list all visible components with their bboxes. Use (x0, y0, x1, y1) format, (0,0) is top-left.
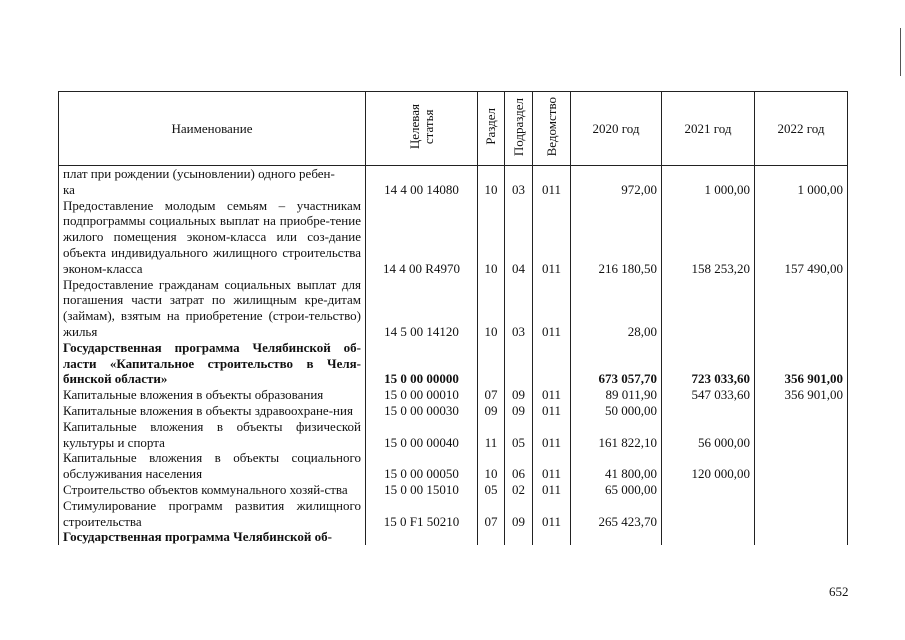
cell-target: 15 0 00 15010 (366, 482, 478, 498)
cell-2021 (662, 403, 755, 419)
cell-target: 14 5 00 14120 (366, 277, 478, 340)
cell-section: 10 (478, 277, 505, 340)
cell-target: 15 0 00 00040 (366, 419, 478, 451)
cell-section (478, 529, 505, 545)
cell-2021: 723 033,60 (662, 340, 755, 387)
cell-section: 07 (478, 387, 505, 403)
cell-target: 15 0 00 00050 (366, 450, 478, 482)
cell-2020: 50 000,00 (571, 403, 662, 419)
cell-2021: 158 253,20 (662, 198, 755, 277)
table-row (59, 277, 848, 340)
cell-target: 15 0 F1 50210 (366, 498, 478, 530)
cell-subsection (505, 340, 533, 387)
cell-2022: 157 490,00 (755, 198, 848, 277)
cell-2022 (755, 482, 848, 498)
cell-department: 011 (533, 419, 571, 451)
cell-subsection: 09 (505, 387, 533, 403)
header-2022: 2022 год (755, 92, 848, 166)
cell-department: 011 (533, 166, 571, 198)
cell-2021: 120 000,00 (662, 450, 755, 482)
cell-name: Капитальные вложения в объекты социального обслуживания населения (59, 450, 366, 482)
cell-2021: 56 000,00 (662, 419, 755, 451)
header-2020: 2020 год (571, 92, 662, 166)
cell-subsection: 09 (505, 403, 533, 419)
table-row (59, 340, 848, 387)
cell-2021 (662, 482, 755, 498)
cell-section: 10 (478, 450, 505, 482)
cell-2020: 216 180,50 (571, 198, 662, 277)
cell-2020: 972,00 (571, 166, 662, 198)
table-row (59, 403, 848, 419)
header-target: Целевая статья (366, 92, 478, 166)
cell-subsection: 05 (505, 419, 533, 451)
cell-section: 11 (478, 419, 505, 451)
cell-subsection: 02 (505, 482, 533, 498)
cell-name: Капитальные вложения в объекты здравоохране-ния (59, 403, 366, 419)
header-section: Раздел (478, 92, 505, 166)
cell-department: 011 (533, 498, 571, 530)
cell-department: 011 (533, 277, 571, 340)
cell-2022: 356 901,00 (755, 340, 848, 387)
cell-2022 (755, 277, 848, 340)
cell-2021 (662, 529, 755, 545)
cell-department: 011 (533, 403, 571, 419)
cell-2021 (662, 498, 755, 530)
cell-2021: 1 000,00 (662, 166, 755, 198)
cell-subsection: 06 (505, 450, 533, 482)
table-row (59, 198, 848, 277)
table-row (59, 387, 848, 403)
table-row (59, 419, 848, 451)
cell-subsection: 04 (505, 198, 533, 277)
cell-name: Государственная программа Челябинской об- (59, 529, 366, 545)
cell-2022 (755, 529, 848, 545)
cell-2020: 65 000,00 (571, 482, 662, 498)
cell-2022 (755, 450, 848, 482)
cell-2020: 161 822,10 (571, 419, 662, 451)
cell-section: 07 (478, 498, 505, 530)
cell-2020: 673 057,70 (571, 340, 662, 387)
table-body (59, 166, 848, 546)
cell-2022: 356 901,00 (755, 387, 848, 403)
page-edge-line (900, 28, 901, 76)
cell-subsection: 03 (505, 166, 533, 198)
cell-2020: 89 011,90 (571, 387, 662, 403)
cell-department (533, 340, 571, 387)
table-row (59, 498, 848, 530)
budget-table (58, 91, 848, 545)
cell-department: 011 (533, 387, 571, 403)
cell-target (366, 529, 478, 545)
cell-target: 14 4 00 14080 (366, 166, 478, 198)
cell-subsection: 09 (505, 498, 533, 530)
cell-2021: 547 033,60 (662, 387, 755, 403)
cell-target: 15 0 00 00030 (366, 403, 478, 419)
cell-subsection (505, 529, 533, 545)
cell-name: плат при рождении (усыновлении) одного ребен- ка (59, 166, 366, 198)
cell-2020: 28,00 (571, 277, 662, 340)
table-row (59, 482, 848, 498)
header-2021: 2021 год (662, 92, 755, 166)
cell-name: Предоставление молодым семьям – участникам подпрограммы социальных выплат на приобре-тение жилого помещения эконом-класса или соз-дание объекта индивидуального жилищного строительства эконом-класса (59, 198, 366, 277)
cell-department: 011 (533, 482, 571, 498)
cell-target: 14 4 00 R4970 (366, 198, 478, 277)
cell-name: Предоставление гражданам социальных выплат для погашения части затрат по жилищным кре-дитам (займам), взятым на приобретение (строи-тельство) жилья (59, 277, 366, 340)
cell-2020: 265 423,70 (571, 498, 662, 530)
header-department: Ведомство (533, 92, 571, 166)
cell-2021 (662, 277, 755, 340)
cell-section: 10 (478, 166, 505, 198)
cell-2022: 1 000,00 (755, 166, 848, 198)
cell-name: Капитальные вложения в объекты образования (59, 387, 366, 403)
cell-2022 (755, 498, 848, 530)
header-subsection: Подраздел (505, 92, 533, 166)
cell-section: 05 (478, 482, 505, 498)
cell-target: 15 0 00 00010 (366, 387, 478, 403)
cell-department: 011 (533, 450, 571, 482)
cell-2020 (571, 529, 662, 545)
header-name: Наименование (59, 92, 366, 166)
table-row (59, 529, 848, 545)
cell-2022 (755, 419, 848, 451)
table-header-row (59, 92, 848, 166)
cell-section: 09 (478, 403, 505, 419)
cell-department: 011 (533, 198, 571, 277)
table-row (59, 166, 848, 198)
cell-name: Государственная программа Челябинской об-ласти «Капитальное строительство в Челя-бинской области» (59, 340, 366, 387)
table-row (59, 450, 848, 482)
cell-section (478, 340, 505, 387)
cell-subsection: 03 (505, 277, 533, 340)
cell-name: Стимулирование программ развития жилищного строительства (59, 498, 366, 530)
cell-2022 (755, 403, 848, 419)
cell-name: Строительство объектов коммунального хозяй-ства (59, 482, 366, 498)
cell-department (533, 529, 571, 545)
cell-section: 10 (478, 198, 505, 277)
cell-name: Капитальные вложения в объекты физической культуры и спорта (59, 419, 366, 451)
cell-2020: 41 800,00 (571, 450, 662, 482)
page-number: 652 (829, 584, 849, 599)
cell-target: 15 0 00 00000 (366, 340, 478, 387)
